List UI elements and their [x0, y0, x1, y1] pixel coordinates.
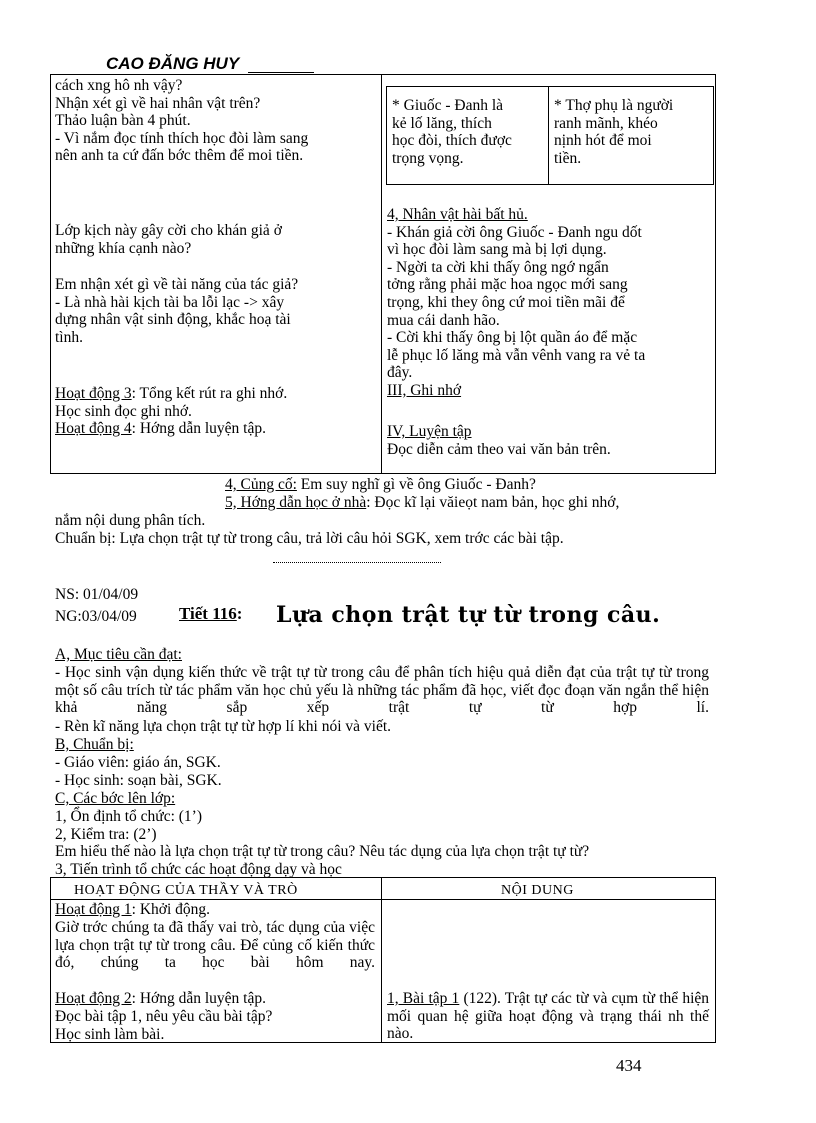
text-line: học đòi, thích được [392, 132, 512, 150]
text-line: ranh mãnh, khéo [554, 114, 658, 132]
table1-left-top [55, 77, 308, 165]
text-line: - Vì nắm đọc tính thích học đòi làm sang [55, 129, 309, 147]
exercise-label: 1, Bài tập 1 [387, 990, 460, 1007]
objective-skill: - Rèn kĩ năng lựa chọn trật tự từ hợp lí khi nói và viết. [55, 718, 392, 735]
activity-label: Hoạt động 2 [55, 990, 132, 1007]
homework-continued [55, 512, 564, 547]
text-line: trọng vọng. [392, 149, 464, 167]
activity-paragraph-text: Giờ trớc chúng ta đã thấy vai trò, tác dụng của việc lựa chọn trật tự từ trong câu. Để củng cố kiến thức đó, chúng ta học bài hôm nay. [55, 919, 375, 972]
header-underline [248, 72, 314, 73]
text-line: * Thợ phụ là người [554, 97, 674, 114]
activity-4 [55, 420, 287, 438]
prep-heading: B, Chuẩn bị: [55, 736, 134, 753]
activity-1 [55, 901, 210, 919]
col-header-content: NỘI DUNG [501, 883, 574, 898]
text-line: Đọc bài tập 1, nêu yêu cầu bài tập? [55, 1008, 273, 1025]
text-line: mua cái danh hão. [387, 311, 500, 329]
activity-1-paragraph [55, 919, 375, 989]
text-line: Thảo luận bàn 4 phút. [55, 112, 191, 130]
prep-list [55, 754, 222, 789]
lesson-number [179, 604, 242, 624]
table1-left-q3 [55, 276, 298, 346]
text-line: tiền. [554, 149, 582, 167]
text-line: nên anh ta cứ đấn bớc thêm để moi tiền. [55, 147, 304, 165]
table1-left-q2 [55, 222, 282, 257]
consolidation-line [225, 476, 619, 494]
page-number: 434 [616, 1056, 642, 1075]
text-line: đây. [387, 364, 413, 382]
activity-label: Hoạt động 4 [55, 420, 132, 438]
ng-date: NG:03/04/09 [55, 608, 137, 625]
objectives-heading: A, Mục tiêu cần đạt: [55, 646, 182, 663]
text-line: - Là nhà hài kịch tài ba lỗi lạc -> xây [55, 293, 285, 311]
section-heading: III, Ghi nhớ [387, 381, 462, 399]
text-line: nịnh hót để moi [554, 132, 652, 150]
text-line: - Cời khi thấy ông bị lột quần áo để mặc [387, 329, 638, 347]
text-line: * Giuốc - Đanh là [392, 97, 504, 114]
consolidation [225, 476, 619, 511]
steps-list [55, 808, 589, 878]
text-line: kẻ lố lăng, thích [392, 114, 492, 132]
activity-3 [55, 385, 287, 403]
table1-divider [381, 74, 382, 473]
inner-table-divider [548, 86, 549, 184]
text-line: - Học sinh: soạn bài, SGK. [55, 771, 222, 789]
text-line: - Ngời ta cời khi thấy ông ngớ ngẩn [387, 258, 609, 276]
text-line: Em nhận xét gì về tài năng của tác giả? [55, 276, 299, 293]
activity-text: : Tổng kết rút ra ghi nhớ. [131, 385, 288, 402]
text-line: Chuẩn bị: Lựa chọn trật tự từ trong câu, trả lời câu hỏi SGK, xem trớc các bài tập. [55, 529, 564, 547]
text-line: tình. [55, 328, 83, 346]
text-line: trọng, khi they ông cứ moi tiền mãi để [387, 293, 625, 311]
step-1: 1, Ổn định tổ chức: (1’) [55, 808, 203, 825]
step-2-question: Em hiểu thế nào là lựa chọn trật tự từ trong câu? Nêu tác dụng của lựa chọn trật tự từ? [55, 843, 590, 861]
section-heading: IV, Luyện tập [387, 423, 472, 440]
activity-text: : Hớng dẫn luyện tập. [131, 420, 266, 438]
text-line: - Khán giả cời ông Giuốc - Đanh ngu dốt [387, 223, 642, 241]
activity-label: Hoạt động 1 [55, 901, 132, 918]
lesson-number-label: Tiết 116 [179, 604, 237, 623]
step-2: 2, Kiểm tra: (2’) [55, 825, 157, 843]
col-header-activities: HOẠT ĐỘNG CỦA THẦY VÀ TRÒ [74, 883, 298, 898]
text-line: vì học đòi làm sang mà bị lợi dụng. [387, 241, 607, 259]
homework-label: 5, Hớng dẫn học ở nhà [225, 493, 367, 511]
lesson-title: Lựa chọn trật tự từ trong câu. [276, 602, 661, 628]
author-header: CAO ĐĂNG HUY [106, 54, 240, 73]
text-line: những khía cạnh nào? [55, 239, 192, 257]
steps-heading: C, Các bớc lên lớp: [55, 790, 176, 807]
activity-text: : Khởi động. [131, 901, 211, 918]
objective-text: - Học sinh vận dụng kiến thức về trật tự từ trong câu để phân tích hiệu quả diễn đạt của trật tự từ trong một số câu trích từ tác phẩm văn học chủ yếu là những tác phẩm đã học, viết đọc đoạn văn ngắn thể hiện khả năng sắp xếp trật tự từ hợp lí. [55, 664, 709, 717]
activity-label: Hoạt động 3 [55, 385, 132, 402]
table2-divider [381, 877, 382, 1042]
text-line: dựng nhân vật sinh động, khắc hoạ tài [55, 311, 291, 329]
exercise-1-text [387, 990, 709, 1060]
exercise-description: (122). Trật tự các từ và cụm từ thể hiện mối quan hệ giữa hoạt động và trạng thái nh thế nào. [387, 990, 710, 1043]
text-line: tởng rằng phải mặc hoa ngọc mới sang [387, 276, 628, 294]
text-line: - Giáo viên: giáo án, SGK. [55, 754, 221, 771]
activity-2 [55, 990, 266, 1008]
text-line: Lớp kịch này gây cời cho khán giả ở [55, 222, 282, 239]
section-heading: 4, Nhân vật hài bất hủ. [387, 206, 528, 223]
inner-right-cell [554, 97, 673, 167]
step-3: 3, Tiến trình tổ chức các hoạt động dạy và học [55, 860, 342, 878]
text-line: Nhận xét gì về hai nhân vật trên? [55, 94, 261, 112]
text-line: Học sinh đọc ghi nhớ. [55, 402, 192, 420]
exercise-1 [387, 990, 709, 1060]
activity-2-lines [55, 1008, 272, 1043]
table1-left-activities [55, 385, 287, 438]
activity-text: : Hớng dẫn luyện tập. [131, 990, 266, 1007]
text-line: lễ phục lố lăng mà vẫn vênh vang ra vẻ ta [387, 346, 646, 364]
text-line: cách xng hô nh vậy? [55, 77, 183, 94]
homework-line [225, 494, 619, 512]
homework-text: : Đọc kĩ lại văieọt nam bản, học ghi nhớ, [366, 493, 620, 511]
dotted-separator [273, 562, 441, 563]
inner-left-cell [392, 97, 512, 167]
consolidation-text: Em suy nghĩ gì về ông Giuốc - Đanh? [296, 476, 536, 493]
text-line: Học sinh làm bài. [55, 1025, 165, 1043]
text-line: nắm nội dung phân tích. [55, 512, 206, 529]
text-line: Đọc diễn cảm theo vai văn bản trên. [387, 440, 611, 458]
table1-right [387, 206, 645, 400]
ns-date: NS: 01/04/09 [55, 586, 139, 603]
lesson-number-colon: : [236, 604, 243, 623]
table1-right-practice [387, 423, 611, 458]
consolidation-label: 4, Củng cố: [225, 476, 297, 493]
